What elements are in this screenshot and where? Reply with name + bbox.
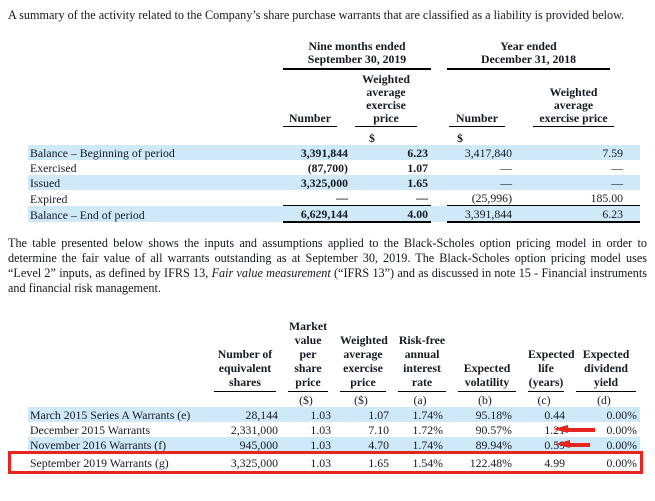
value-cell: 0.59 <box>544 438 565 452</box>
black-scholes-table <box>28 309 640 473</box>
value-cell: 7.59 <box>602 146 624 160</box>
value-cell: 1.03 <box>310 455 331 470</box>
value-cell: 6.23 <box>407 146 429 160</box>
row-label: Expired <box>30 191 68 206</box>
period-label: December 31, 2018 <box>480 52 577 66</box>
dividend-yield-header: Expected dividend yield <box>568 309 640 392</box>
period-group-2018 <box>447 40 640 70</box>
row-label: November 2016 Warrants (f) <box>30 438 167 452</box>
row-label: December 2015 Warrants <box>30 423 151 437</box>
value-cell: 3,325,000 <box>300 176 348 190</box>
period-group-2019 <box>283 40 431 70</box>
value-cell: 28,144 <box>245 408 278 422</box>
row-label: March 2015 Series A Warrants (e) <box>30 408 191 422</box>
table-row <box>28 145 640 160</box>
value-cell: 1.07 <box>368 408 389 422</box>
price-2019-header: Weighted average exercise price <box>353 70 431 127</box>
value-cell: 3,391,844 <box>300 146 348 160</box>
value-cell: 1.03 <box>310 408 331 422</box>
value-cell: 1.74% <box>412 408 443 422</box>
value-cell: 4.70 <box>368 438 389 452</box>
value-cell: — <box>611 161 624 175</box>
paragraph-text: (“IFRS 13”) and as discussed in note 15 - Financial instruments and financial risk management. <box>8 266 647 295</box>
shares-header: Number of equivalent shares <box>206 309 280 392</box>
market-value-header: Market value per share price <box>280 309 332 392</box>
value-cell: 4.99 <box>544 455 565 470</box>
row-label: Issued <box>30 176 61 190</box>
table-row-total <box>28 206 640 223</box>
value-cell: — <box>336 191 348 205</box>
black-scholes-table-wrapper <box>8 309 647 473</box>
sub-label: ($) <box>299 393 313 407</box>
value-cell: 1.21 <box>544 423 565 437</box>
period-label: Year ended <box>500 39 557 53</box>
row-label: September 2019 Warrants (g) <box>30 455 169 470</box>
value-cell: 1.03 <box>310 438 331 452</box>
value-cell: 0.00% <box>606 455 637 470</box>
value-cell: 2,331,000 <box>230 423 278 437</box>
value-cell: 1.74% <box>412 438 443 452</box>
value-cell: 1.03 <box>310 423 331 437</box>
value-cell: 1.54% <box>412 455 443 470</box>
value-cell: (25,996) <box>471 191 513 205</box>
number-2018-header: Number <box>447 70 513 127</box>
value-cell: 90.57% <box>475 423 512 437</box>
period-label: September 30, 2019 <box>307 52 407 66</box>
sub-label: (a) <box>413 393 427 407</box>
row-label: Exercised <box>30 161 77 175</box>
intro-paragraph: A summary of the activity related to the Company’s share purchase warrants that are classified as a liability is provided below. <box>8 8 625 22</box>
table-row <box>28 190 640 206</box>
value-cell: 3,391,844 <box>447 206 513 223</box>
table-row <box>28 407 640 422</box>
column-header-row <box>28 309 640 392</box>
row-label: Balance – End of period <box>30 208 145 222</box>
table-row-highlighted <box>28 452 640 473</box>
value-cell: 89.94% <box>475 438 512 452</box>
table-row <box>28 160 640 175</box>
interest-rate-header: Risk-free annual interest rate <box>390 309 450 392</box>
warrant-activity-table <box>28 40 640 223</box>
period-group-header-row <box>28 40 640 70</box>
currency-symbol: $ <box>369 131 375 145</box>
value-cell: 3,325,000 <box>230 455 278 470</box>
value-cell: 1.65 <box>407 176 429 190</box>
value-cell: 1.72% <box>412 423 443 437</box>
value-cell: — <box>416 191 429 205</box>
expected-life-header: Expected life (years) <box>520 309 568 392</box>
value-cell: 3,417,840 <box>464 146 513 160</box>
table-row <box>28 422 640 437</box>
value-cell: 95.18% <box>475 408 512 422</box>
table-row <box>28 437 640 452</box>
value-cell: (87,700) <box>307 161 348 175</box>
value-cell: 7.10 <box>368 423 389 437</box>
sub-label: ($) <box>354 393 368 407</box>
value-cell: 1.65 <box>368 455 389 470</box>
sub-label: (c) <box>537 393 551 407</box>
number-2019-header: Number <box>283 70 353 127</box>
black-scholes-paragraph <box>8 236 647 296</box>
value-cell: 0.00% <box>606 438 637 452</box>
currency-row <box>28 127 640 145</box>
value-cell: 6,629,144 <box>283 206 353 223</box>
value-cell: 0.44 <box>544 408 565 422</box>
column-header-row <box>28 70 640 127</box>
sub-label-row <box>28 392 640 407</box>
price-2018-header: Weighted average exercise price <box>513 70 640 127</box>
currency-symbol: $ <box>457 131 463 145</box>
table-row <box>28 175 640 190</box>
value-cell: 0.00% <box>606 423 637 437</box>
sub-label: (b) <box>478 393 492 407</box>
value-cell: 185.00 <box>590 191 624 205</box>
value-cell: 4.00 <box>353 206 431 223</box>
row-label: Balance – Beginning of period <box>30 146 175 160</box>
exercise-price-header: Weighted average exercise price <box>332 309 390 392</box>
value-cell: 6.23 <box>513 206 640 223</box>
volatility-header: Expected volatility <box>450 309 520 392</box>
value-cell: — <box>500 176 513 190</box>
paragraph-text: The table presented below shows the inputs and assumptions applied to the Black-Scholes option pricing model in order to determine the fair value of all warrants outstanding as at September 30, 2019. The Black-Scholes option pricing model uses “Level 2” inputs, as defined by IFRS 13, <box>8 236 647 280</box>
value-cell: — <box>500 161 513 175</box>
value-cell: — <box>611 176 624 190</box>
value-cell: 122.48% <box>469 455 512 470</box>
value-cell: 945,000 <box>239 438 278 452</box>
value-cell: 0.00% <box>606 408 637 422</box>
period-label: Nine months ended <box>308 39 406 53</box>
sub-label: (d) <box>597 393 611 407</box>
value-cell: 1.07 <box>407 161 429 175</box>
italic-text: Fair value measurement <box>211 266 331 280</box>
